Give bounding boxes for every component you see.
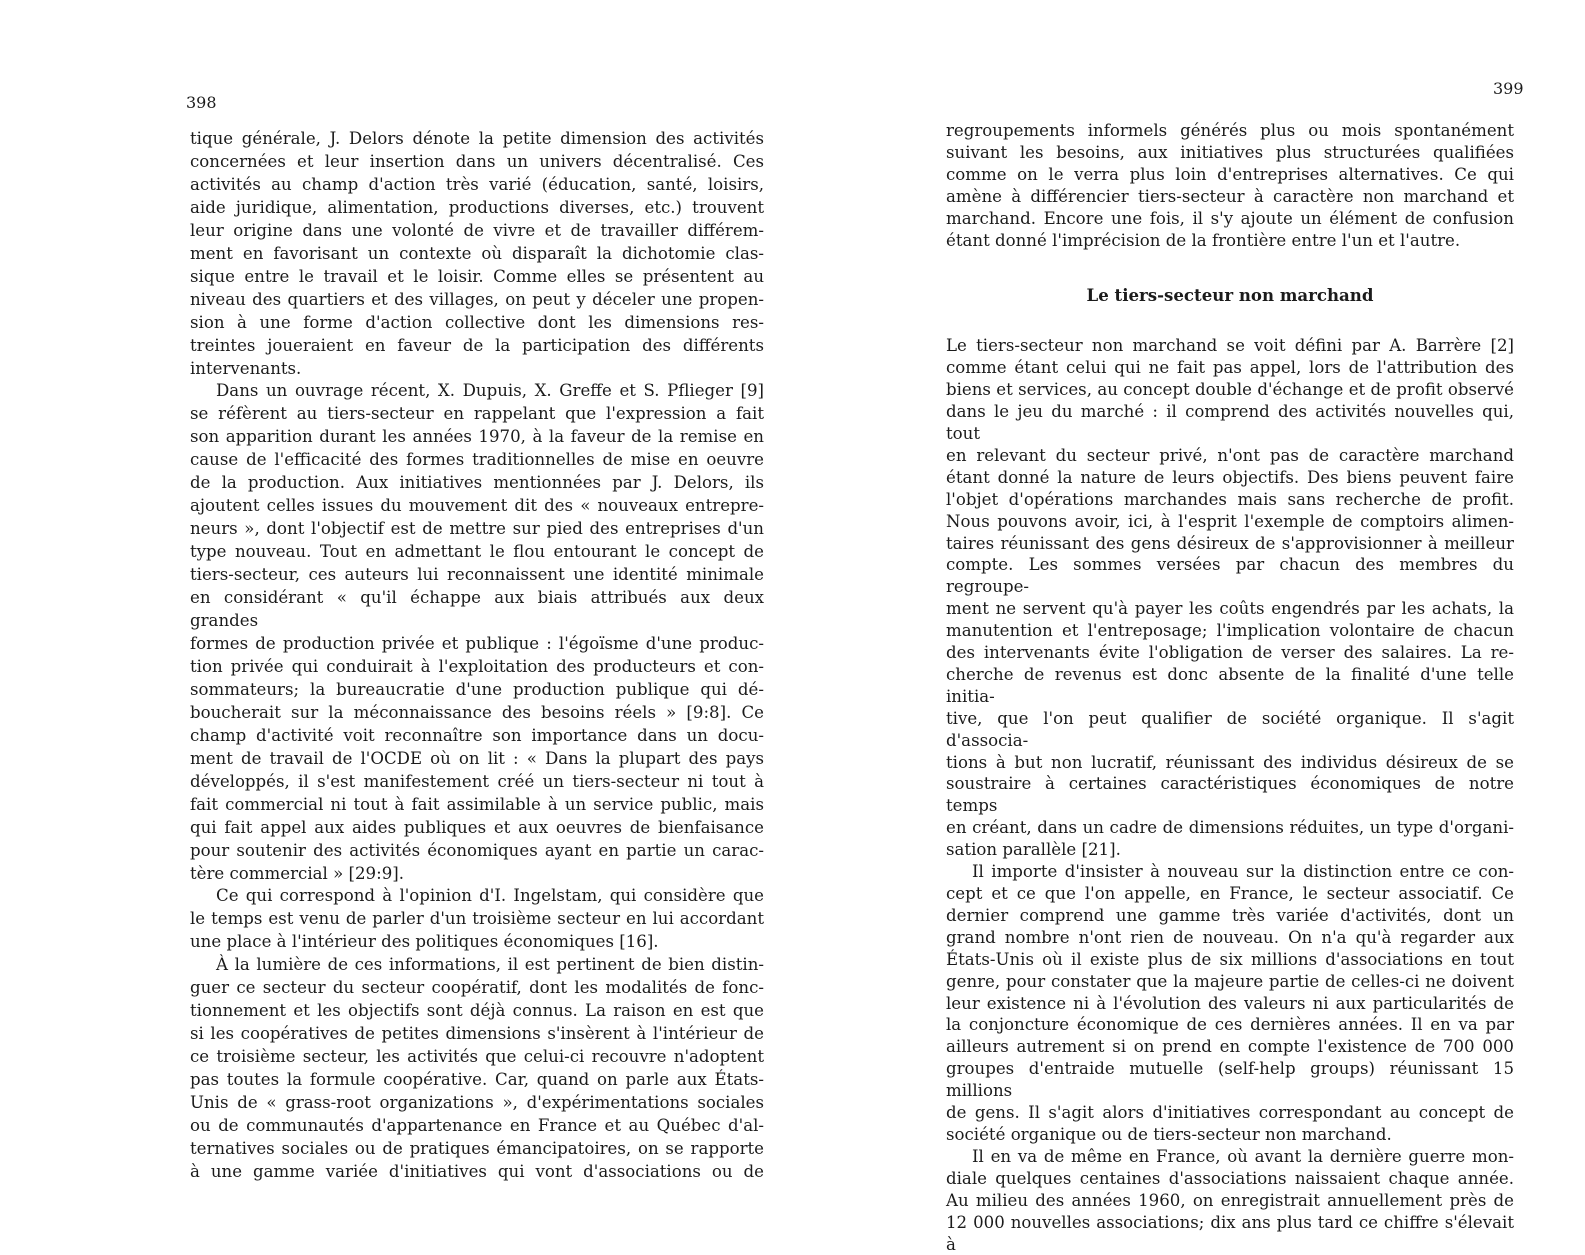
- text-line: cause de l'efficacité des formes traditionnelles de mise en oeuvre: [190, 450, 764, 470]
- text-line: en créant, dans un cadre de dimensions réduites, un type d'organi-: [946, 818, 1514, 838]
- text-line: de gens. Il s'agit alors d'initiatives correspondant au concept de: [946, 1103, 1514, 1123]
- text-line: des intervenants évite l'obligation de verser des salaires. La re-: [946, 643, 1514, 663]
- text-line: sique entre le travail et le loisir. Comme elles se présentent au: [190, 266, 764, 286]
- text-line: comme on le verra plus loin d'entreprises alternatives. Ce qui: [946, 164, 1514, 184]
- text-line: soustraire à certaines caractéristiques économiques de notre temps: [946, 774, 1514, 816]
- text-line: tère commercial » [29:9].: [190, 863, 405, 883]
- text-line: biens et services, au concept double d'échange et de profit observé: [946, 380, 1514, 400]
- text-line: taires réunissant des gens désireux de s'approvisionner à meilleur: [946, 533, 1514, 553]
- text-line: neurs », dont l'objectif est de mettre sur pied des entreprises d'un: [190, 519, 764, 539]
- text-line: marchand. Encore une fois, il s'y ajoute un élément de confusion: [946, 208, 1514, 228]
- text-line: tions à but non lucratif, réunissant des individus désireux de se: [946, 752, 1514, 772]
- text-line: À la lumière de ces informations, il est pertinent de bien distin-: [216, 955, 764, 975]
- text-line: qui fait appel aux aides publiques et aux oeuvres de bienfaisance: [190, 817, 764, 837]
- text-line: regroupements informels générés plus ou mois spontanément: [946, 121, 1514, 140]
- heading-spacer-top: [946, 251, 1514, 285]
- text-line: à une gamme variée d'initiatives qui vont d'associations ou de: [190, 1161, 764, 1181]
- text-line: cept et ce que l'on appelle, en France, le secteur associatif. Ce: [946, 884, 1514, 903]
- text-line: tiers-secteur, ces auteurs lui reconnaissent une identité minimale: [190, 565, 764, 585]
- text-line: Dans un ouvrage récent, X. Dupuis, X. Greffe et S. Pflieger [9]: [216, 381, 764, 401]
- text-line: de la production. Aux initiatives mentionnées par J. Delors, ils: [190, 473, 764, 493]
- text-line: leur existence ni à l'évolution des valeurs ni aux particularités de: [946, 993, 1514, 1013]
- text-line: Il importe d'insister à nouveau sur la distinction entre ce con-: [972, 862, 1514, 882]
- text-line: développés, il s'est manifestement créé un tiers-secteur ni tout à: [190, 771, 764, 791]
- text-line: champ d'activité voit reconnaître son importance dans un docu-: [190, 725, 764, 745]
- text-line: son apparition durant les années 1970, à la faveur de la remise en: [190, 427, 764, 447]
- text-line: ou de communautés d'appartenance en France et au Québec d'al-: [190, 1115, 764, 1135]
- text-line: l'objet d'opérations marchandes mais sans recherche de profit.: [946, 489, 1514, 509]
- text-line: ment de travail de l'OCDE où on lit : « Dans la plupart des pays: [190, 748, 764, 768]
- text-line: diale quelques centaines d'associations naissaient chaque année.: [946, 1168, 1514, 1188]
- text-line: leur origine dans une volonté de vivre et de travailler différem-: [190, 220, 764, 240]
- page-number-right: 399: [1493, 79, 1524, 98]
- text-line: fait commercial ni tout à fait assimilable à un service public, mais: [190, 794, 764, 814]
- heading-spacer-bottom: [946, 307, 1514, 335]
- text-line: Unis de « grass-root organizations », d'expérimentations sociales: [190, 1093, 764, 1113]
- text-line: niveau des quartiers et des villages, on peut y déceler une propen-: [190, 289, 764, 309]
- text-line: ment ne servent qu'à payer les coûts engendrés par les achats, la: [946, 599, 1514, 619]
- text-line: Le tiers-secteur non marchand se voit défini par A. Barrère [2]: [946, 336, 1514, 356]
- text-line: sation parallèle [21].: [946, 840, 1121, 860]
- section-heading: Le tiers-secteur non marchand: [1086, 285, 1374, 306]
- text-line: tion privée qui conduirait à l'exploitation des producteurs et con-: [190, 656, 764, 676]
- text-line: si les coopératives de petites dimensions s'insèrent à l'intérieur de: [190, 1024, 764, 1044]
- text-line: en relevant du secteur privé, n'ont pas de caractère marchand: [946, 445, 1514, 465]
- text-line: étant donné l'imprécision de la frontière entre l'un et l'autre.: [946, 230, 1461, 250]
- text-line: compte. Les sommes versées par chacun des membres du regroupe-: [946, 555, 1514, 597]
- text-line: ternatives sociales ou de pratiques émancipatoires, on se rapporte: [190, 1138, 764, 1158]
- text-line: ce troisième secteur, les activités que celui-ci recouvre n'adoptent: [190, 1047, 764, 1067]
- text-line: manutention et l'entreposage; l'implication volontaire de chacun: [946, 621, 1514, 641]
- text-line: intervenants.: [190, 358, 302, 378]
- text-line: comme étant celui qui ne fait pas appel, lors de l'attribution des: [946, 358, 1514, 378]
- left-page-text-column: [190, 128, 764, 1184]
- text-line: une place à l'intérieur des politiques économiques [16].: [190, 932, 659, 952]
- text-line: 12 000 nouvelles associations; dix ans plus tard ce chiffre s'élevait à: [946, 1212, 1514, 1254]
- right-page-section-text: [946, 335, 1514, 1255]
- text-line: amène à différencier tiers-secteur à caractère non marchand et: [946, 186, 1514, 206]
- right-page-text-column: [946, 120, 1514, 1255]
- text-line: grand nombre n'ont rien de nouveau. On n'a qu'à regarder aux: [946, 927, 1514, 947]
- page-number-left: 398: [186, 93, 217, 112]
- text-line: Au milieu des années 1960, on enregistrait annuellement près de: [946, 1190, 1514, 1210]
- text-line: dans le jeu du marché : il comprend des activités nouvelles qui, tout: [946, 402, 1514, 443]
- text-line: treintes joueraient en faveur de la participation des différents: [190, 335, 764, 355]
- text-line: le temps est venu de parler d'un troisième secteur en lui accordant: [190, 909, 764, 929]
- text-line: boucherait sur la méconnaissance des besoins réels » [9:8]. Ce: [190, 702, 764, 722]
- text-line: activités au champ d'action très varié (éducation, santé, loisirs,: [190, 174, 764, 194]
- text-line: tive, que l'on peut qualifier de société organique. Il s'agit d'associa-: [946, 708, 1514, 750]
- text-line: pas toutes la formule coopérative. Car, quand on parle aux États-: [190, 1070, 764, 1090]
- text-line: sion à une forme d'action collective dont les dimensions res-: [190, 312, 764, 332]
- text-line: concernées et leur insertion dans un univers décentralisé. Ces: [190, 151, 764, 171]
- text-line: Il en va de même en France, où avant la dernière guerre mon-: [972, 1146, 1514, 1166]
- text-line: sommateurs; la bureaucratie d'une production publique qui dé-: [190, 679, 764, 699]
- text-line: type nouveau. Tout en admettant le flou entourant le concept de: [190, 542, 764, 562]
- text-line: en considérant « qu'il échappe aux biais attribués aux deux grandes: [190, 588, 764, 631]
- text-line: ajoutent celles issues du mouvement dit des « nouveaux entrepre-: [190, 496, 764, 516]
- text-line: guer ce secteur du secteur coopératif, dont les modalités de fonc-: [190, 978, 764, 998]
- text-line: groupes d'entraide mutuelle (self-help groups) réunissant 15 millions: [946, 1059, 1514, 1101]
- text-line: cherche de revenus est donc absente de la finalité d'une telle initia-: [946, 664, 1514, 706]
- text-line: ailleurs autrement si on prend en compte l'existence de 700 000: [946, 1037, 1514, 1057]
- text-line: la conjoncture économique de ces dernières années. Il en va par: [946, 1015, 1514, 1035]
- text-line: ment en favorisant un contexte où disparaît la dichotomie clas-: [190, 243, 764, 263]
- text-line: tique générale, J. Delors dénote la petite dimension des activités: [190, 129, 764, 148]
- text-line: dernier comprend une gamme très variée d'activités, dont un: [946, 905, 1514, 925]
- text-line: formes de production privée et publique : l'égoïsme d'une produc-: [190, 633, 764, 653]
- text-line: Ce qui correspond à l'opinion d'I. Ingelstam, qui considère que: [216, 886, 764, 906]
- text-line: société organique ou de tiers-secteur non marchand.: [946, 1124, 1392, 1144]
- text-line: tionnement et les objectifs sont déjà connus. La raison en est que: [190, 1001, 764, 1021]
- text-line: Nous pouvons avoir, ici, à l'esprit l'exemple de comptoirs alimen-: [946, 511, 1514, 531]
- text-line: aide juridique, alimentation, productions diverses, etc.) trouvent: [190, 197, 764, 217]
- text-line: genre, pour constater que la majeure partie de celles-ci ne doivent: [946, 971, 1514, 991]
- text-line: pour soutenir des activités économiques ayant en partie un carac-: [190, 840, 764, 860]
- right-page-intro-text: [946, 120, 1514, 251]
- text-line: suivant les besoins, aux initiatives plus structurées qualifiées: [946, 142, 1514, 162]
- text-line: États-Unis où il existe plus de six millions d'associations en tout: [946, 949, 1514, 969]
- text-line: étant donné la nature de leurs objectifs. Des biens peuvent faire: [946, 467, 1514, 487]
- text-line: se réfèrent au tiers-secteur en rappelant que l'expression a fait: [190, 404, 764, 424]
